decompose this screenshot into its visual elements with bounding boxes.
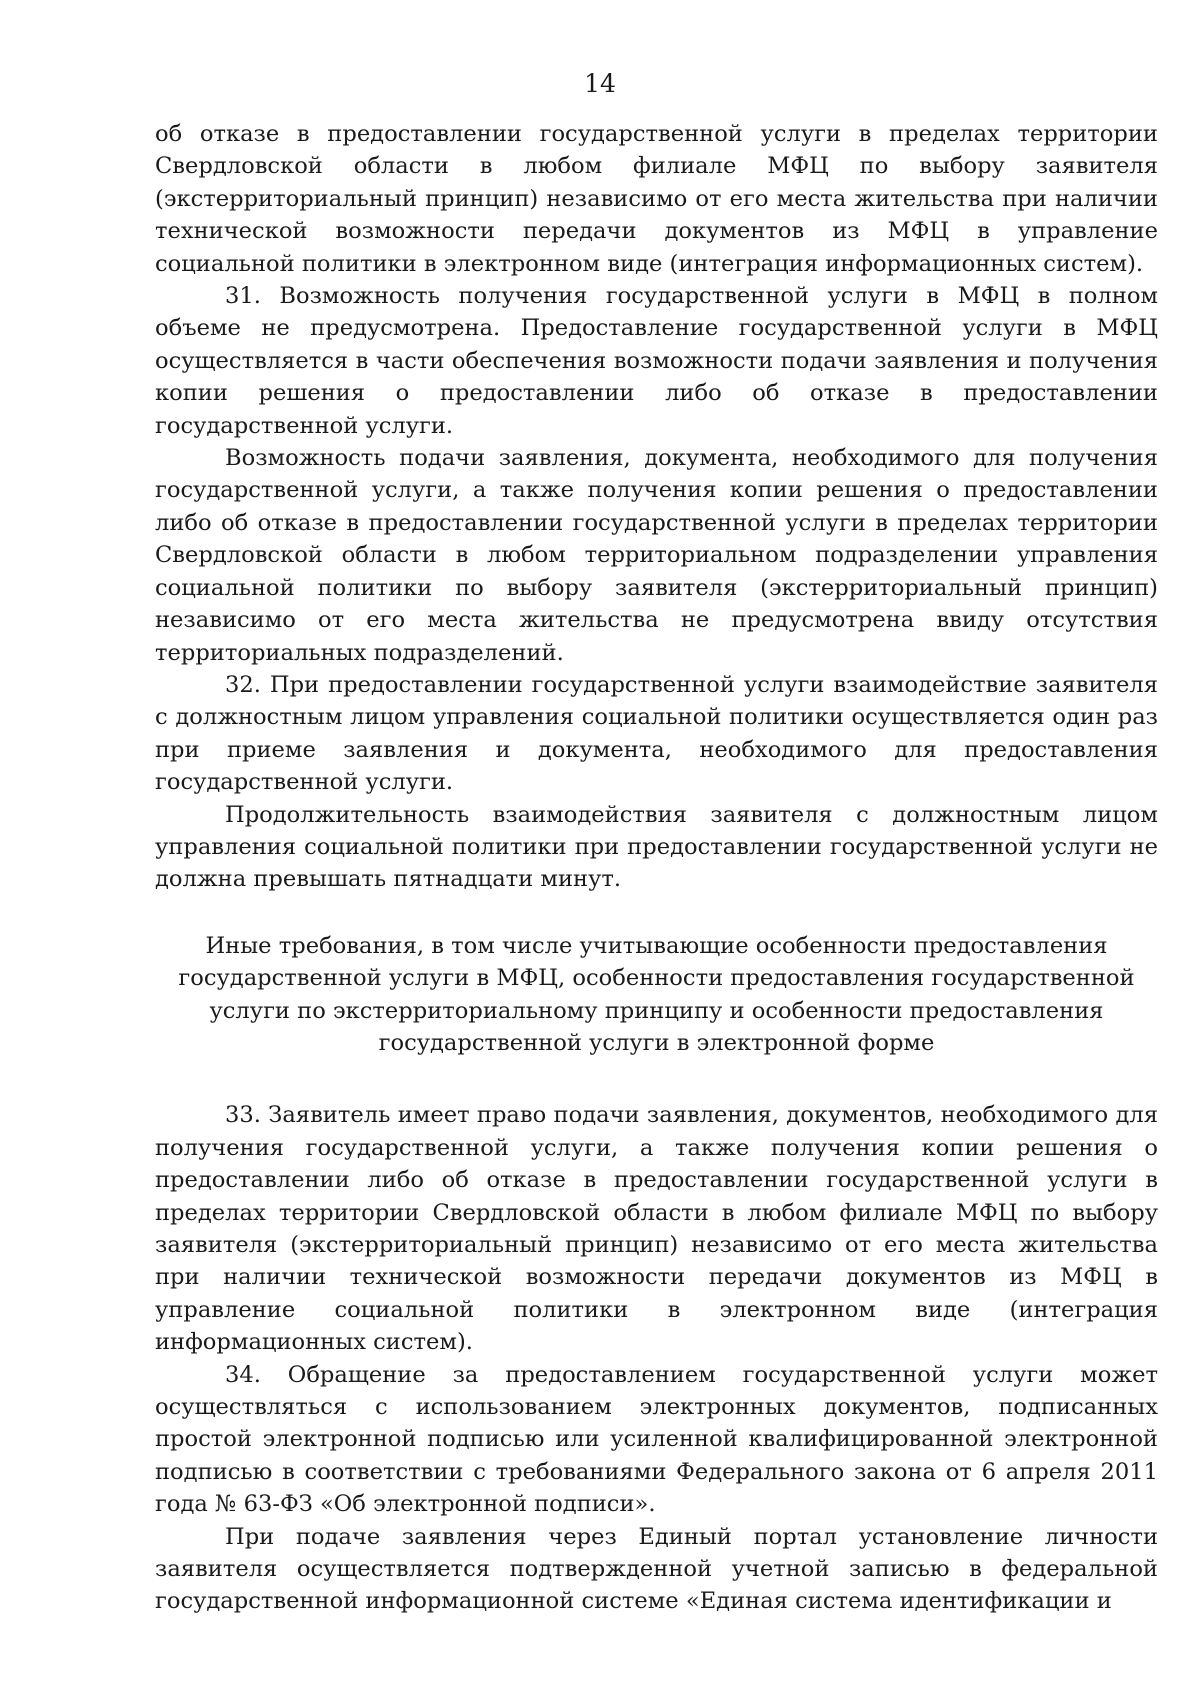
paragraph: об отказе в предоставлении государственной услуги в пределах территории Свердловской области в любом филиале МФЦ по выбору заявителя (экстерриториальный принцип) независимо от его места жительства при наличии технической возможности передачи документов из МФЦ в управление социальной политики в электронном виде (интеграция информационных систем). <box>155 121 1158 277</box>
paragraph: 32. При предоставлении государственной услуги взаимодействие заявителя с должностным лицом управления социальной политики осуществляется один раз при приеме заявления и документа, необходимого для предоставления государственной услуги. <box>155 671 1158 796</box>
paragraph: При подаче заявления через Единый портал установление личности заявителя осуществляется подтвержденной учетной записью в федеральной государственной информационной системе «Единая система идентификации и <box>155 1523 1158 1615</box>
section-heading: Иные требования, в том числе учитывающие особенности предоставления государственной услуги в МФЦ, особенности предоставления государственной услуги по экстерриториальному принципу и особенности предоставления государственной услуги в электронной форме <box>178 932 1135 1056</box>
paragraph: Возможность подачи заявления, документа, необходимого для получения государственной услуги, а также получения копии решения о предоставлении либо об отказе в предоставлении государственной услуги в пределах территории Свердловской области в любом территориальном подразделении управления социальной политики по выбору заявителя (экстерриториальный принцип) независимо от его места жительства не предусмотрена ввиду отсутствия территориальных подразделений. <box>155 445 1158 666</box>
paragraph: 31. Возможность получения государственной услуги в МФЦ в полном объеме не предусмотрена. Предоставление государственной услуги в МФЦ осуществляется в части обеспечения возможности подачи заявления и получения копии решения о предоставлении либо об отказе в предоставлении государственной услуги. <box>155 283 1158 439</box>
document-body <box>155 118 1158 1618</box>
paragraph: 34. Обращение за предоставлением государственной услуги может осуществляться с использованием электронных документов, подписанных простой электронной подписью или усиленной квалифицированной электронной подписью в соответствии с требованиями Федерального закона от 6 апреля 2011 года № 63-ФЗ «Об электронной подписи». <box>155 1361 1158 1518</box>
paragraphs-before-heading <box>155 118 1158 896</box>
paragraphs-after-heading <box>155 1099 1158 1618</box>
paragraph: 33. Заявитель имеет право подачи заявления, документов, необходимого для получения государственной услуги, а также получения копии решения о предоставлении либо об отказе в предоставлении государственной услуги в пределах территории Свердловской области в любом филиале МФЦ по выбору заявителя (экстерриториальный принцип) независимо от его места жительства при наличии технической возможности передачи документов из МФЦ в управление социальной политики в электронном виде (интеграция информационных систем). <box>155 1102 1158 1356</box>
page-number: 14 <box>584 69 616 98</box>
paragraph: Продолжительность взаимодействия заявителя с должностным лицом управления социальной политики при предоставлении государственной услуги не должна превышать пятнадцати минут. <box>155 801 1158 893</box>
